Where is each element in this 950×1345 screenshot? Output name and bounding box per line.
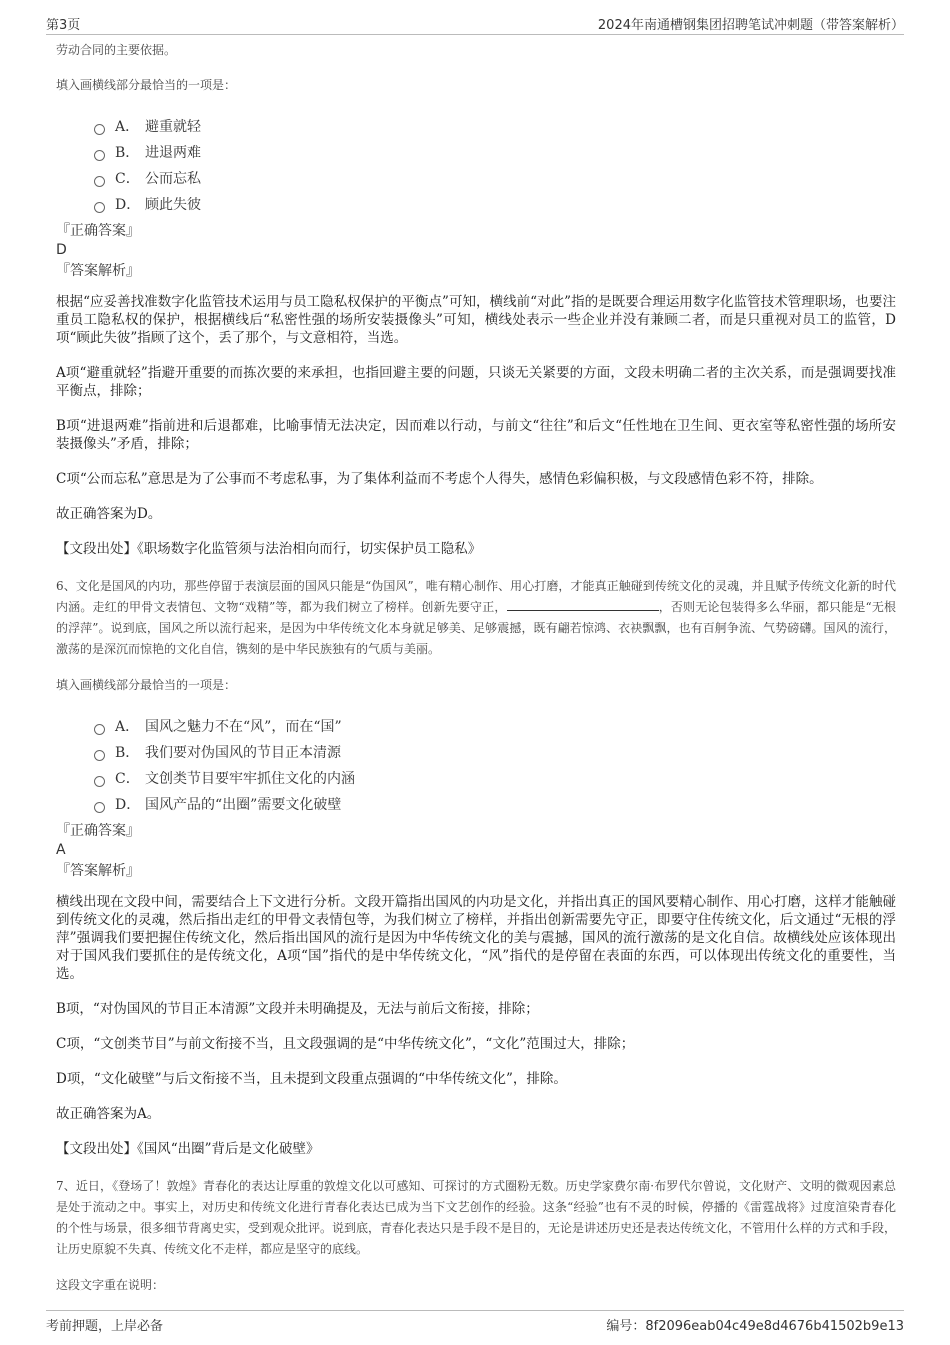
radio-icon[interactable]	[94, 724, 105, 735]
footer-slogan: 考前押题，上岸必备	[46, 1319, 164, 1334]
q6-analysis-label: 『答案解析』	[56, 863, 140, 879]
page-header	[46, 12, 904, 35]
q6-analysis-conclusion: 故正确答案为A。	[56, 1106, 161, 1122]
q6-stem: 6、文化是国风的内功，那些停留于表演层面的国风只能是“伪国风”，唯有精心制作、用心打磨，才能真正触碰到传统文化的灵魂，并且赋予传统文化新的时代内涵。走红的甲骨文表情包、文物“戏精”等，都为我们树立了榜样。创新先要守正， ，否则无论包装得多么华丽，都只能是“无根的浮萍”。说到底，国风之所以流行起来，是因为中华传统文化本身就足够美、足够震撼，既有翩若惊鸿、衣袂飘飘，也有百舸争流、气势磅礴。国风的流行，激荡的是深沉而惊艳的文化自信，镌刻的是中华民族独有的气质与美丽。	[56, 579, 897, 656]
radio-icon[interactable]	[94, 176, 105, 187]
q6-analysis-p1: 横线出现在文段中间，需要结合上下文进行分析。文段开篇指出国风的内功是文化，并指出真正的国风要精心制作、用心打磨，这样才能触碰到传统文化的灵魂，然后指出走红的甲骨文表情包等，为我们树立了榜样，并指出创新需要先守正，即要守住传统文化，后文通过“无根的浮萍”强调我们要把握住传统文化，然后指出国风的流行是因为中华传统文化的美与震撼，国风的流行激荡的是文化自信。故横线处应该体现出对于国风我们要抓住的是传统文化，A项“国”指代的是中华传统文化，“风”指代的是停留在表面的东西，可以体现出传统文化的重要性，当选。	[56, 894, 896, 982]
q5-source: 【文段出处】《职场数字化监管须与法治相向而行，切实保护员工隐私》	[56, 541, 482, 557]
fill-blank	[507, 598, 659, 611]
q5-option-d[interactable]: D． 顾此失彼	[94, 191, 896, 217]
q6-source: 【文段出处】《国风“出圈”背后是文化破壁》	[56, 1141, 320, 1157]
document-code: 编号：8f2096eab04c49e8d4676b41502b9e13	[606, 1319, 904, 1334]
radio-icon[interactable]	[94, 802, 105, 813]
q5-answer: D	[56, 242, 67, 258]
q5-answer-label: 『正确答案』	[56, 223, 140, 239]
q5-analysis-p4: C项“公而忘私”意思是为了公事而不考虑私事，为了集体利益而不考虑个人得失，感情色彩偏积极，与文段感情色彩不符，排除。	[56, 471, 823, 487]
page-number: 第3页	[46, 18, 81, 33]
radio-icon[interactable]	[94, 150, 105, 161]
q6-option-c[interactable]: C． 文创类节目要牢牢抓住文化的内涵	[94, 765, 896, 791]
q5-analysis-conclusion: 故正确答案为D。	[56, 506, 162, 522]
q5-analysis-p2: A项“避重就轻”指避开重要的而拣次要的来承担，也指回避主要的问题，只谈无关紧要的方面，文段未明确二者的主次关系，而是强调要找准平衡点，排除；	[56, 365, 896, 399]
page-content	[56, 40, 896, 1293]
q5-option-c[interactable]: C． 公而忘私	[94, 165, 896, 191]
radio-icon[interactable]	[94, 750, 105, 761]
q5-analysis-p3: B项“进退两难”指前进和后退都难，比喻事情无法决定，因而难以行动，与前文“往往”和后文“任性地在卫生间、更衣室等私密性强的场所安装摄像头”矛盾，排除；	[56, 418, 896, 452]
radio-icon[interactable]	[94, 202, 105, 213]
q6-answer: A	[56, 842, 66, 858]
q6-analysis-p3: C项，“文创类节目”与前文衔接不当，且文段强调的是“中华传统文化”，“文化”范围过大，排除；	[56, 1036, 635, 1052]
page-footer	[46, 1310, 904, 1335]
q5-analysis-p1: 根据“应妥善找准数字化监管技术运用与员工隐私权保护的平衡点”可知，横线前“对此”指的是既要合理运用数字化监管技术管理职场，也要注重员工隐私权的保护，根据横线后“私密性强的场所安装摄像头”可知，横线处表示一些企业并没有兼顾二者，而是只重视对员工的监管，D项“顾此失彼”指顾了这个，丢了那个，与文意相符，当选。	[56, 294, 896, 346]
q5-stem-tail: 劳动合同的主要依据。	[56, 43, 177, 57]
q5-analysis-label: 『答案解析』	[56, 263, 140, 279]
q6-prompt: 填入画横线部分最恰当的一项是：	[56, 678, 237, 692]
q5-prompt: 填入画横线部分最恰当的一项是：	[56, 78, 237, 92]
q6-option-a[interactable]: A． 国风之魅力不在“风”，而在“国”	[94, 713, 896, 739]
q7-stem: 7、近日，《登场了！敦煌》青春化的表达让厚重的敦煌文化以可感知、可探讨的方式圈粉无数。历史学家费尔南·布罗代尔曾说，文化财产、文明的微观因素总是处于流动之中。事实上，对历史和传统文化进行青春化表达已成为当下文艺创作的经验。这条“经验”也有不灵的时候，停播的《雷霆战将》过度渲染青春化的个性与场景，很多细节背离史实，受到观众批评。说到底，青春化表达只是手段不是目的，无论是讲述历史还是表达传统文化，不管用什么样的方式和手段，让历史原貌不失真、传统文化不走样，都应是坚守的底线。	[56, 1179, 897, 1256]
q6-analysis-p2: B项，“对伪国风的节目正本清源”文段并未明确提及，无法与前后文衔接，排除；	[56, 1001, 539, 1017]
q6-options	[94, 713, 896, 817]
radio-icon[interactable]	[94, 124, 105, 135]
q5-options	[94, 113, 896, 217]
document-title: 2024年南通槽钢集团招聘笔试冲刺题（带答案解析）	[597, 18, 904, 33]
q5-option-b[interactable]: B． 进退两难	[94, 139, 896, 165]
radio-icon[interactable]	[94, 776, 105, 787]
q5-option-a[interactable]: A． 避重就轻	[94, 113, 896, 139]
q7-prompt: 这段文字重在说明：	[56, 1278, 165, 1292]
q6-option-b[interactable]: B． 我们要对伪国风的节目正本清源	[94, 739, 896, 765]
q6-option-d[interactable]: D． 国风产品的“出圈”需要文化破壁	[94, 791, 896, 817]
q6-analysis-p4: D项，“文化破壁”与后文衔接不当，且未提到文段重点强调的“中华传统文化”，排除。	[56, 1071, 567, 1087]
q6-answer-label: 『正确答案』	[56, 823, 140, 839]
